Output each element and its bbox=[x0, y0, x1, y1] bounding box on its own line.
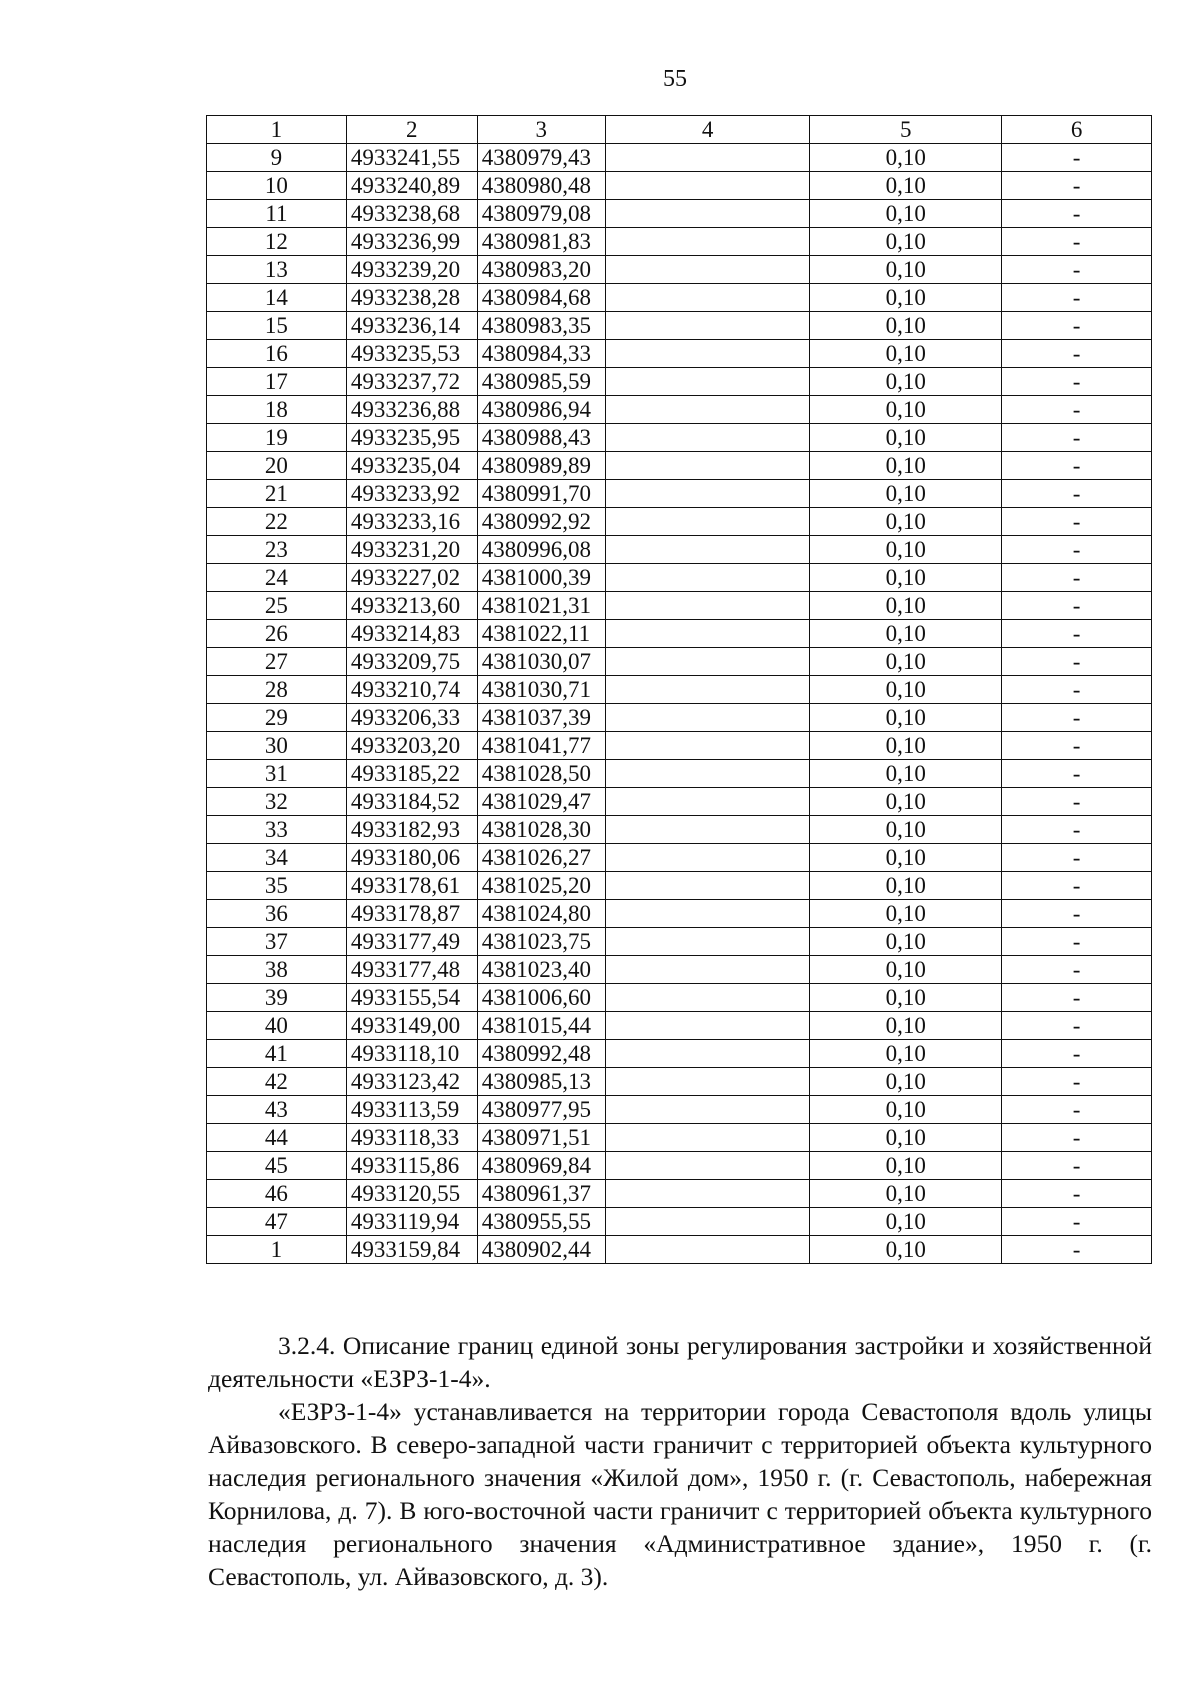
table-row bbox=[207, 928, 1152, 956]
table-row bbox=[207, 1236, 1152, 1264]
empty-cell bbox=[605, 480, 810, 508]
empty-cell bbox=[605, 956, 810, 984]
table-row bbox=[207, 648, 1152, 676]
table-row bbox=[207, 676, 1152, 704]
table-row bbox=[207, 1068, 1152, 1096]
point-number-cell: 21 bbox=[207, 480, 347, 508]
accuracy-cell: 0,10 bbox=[810, 1152, 1002, 1180]
table-row bbox=[207, 872, 1152, 900]
page-number: 55 bbox=[663, 66, 687, 92]
point-number-cell: 27 bbox=[207, 648, 347, 676]
accuracy-cell: 0,10 bbox=[810, 1068, 1002, 1096]
accuracy-cell: 0,10 bbox=[810, 844, 1002, 872]
y-coordinate-cell: 4381015,44 bbox=[477, 1012, 605, 1040]
y-coordinate-cell: 4381030,07 bbox=[477, 648, 605, 676]
point-number-cell: 10 bbox=[207, 172, 347, 200]
table-row bbox=[207, 1124, 1152, 1152]
note-cell: - bbox=[1002, 788, 1152, 816]
point-number-cell: 17 bbox=[207, 368, 347, 396]
empty-cell bbox=[605, 1152, 810, 1180]
x-coordinate-cell: 4933120,55 bbox=[346, 1180, 477, 1208]
note-cell: - bbox=[1002, 452, 1152, 480]
table-row bbox=[207, 956, 1152, 984]
empty-cell bbox=[605, 228, 810, 256]
note-cell: - bbox=[1002, 592, 1152, 620]
point-number-cell: 1 bbox=[207, 1236, 347, 1264]
body-text bbox=[208, 1329, 1152, 1593]
x-coordinate-cell: 4933180,06 bbox=[346, 844, 477, 872]
empty-cell bbox=[605, 256, 810, 284]
table-row bbox=[207, 312, 1152, 340]
accuracy-cell: 0,10 bbox=[810, 984, 1002, 1012]
note-cell: - bbox=[1002, 368, 1152, 396]
note-cell: - bbox=[1002, 900, 1152, 928]
y-coordinate-cell: 4381000,39 bbox=[477, 564, 605, 592]
empty-cell bbox=[605, 452, 810, 480]
point-number-cell: 45 bbox=[207, 1152, 347, 1180]
table-row bbox=[207, 592, 1152, 620]
note-cell: - bbox=[1002, 1040, 1152, 1068]
table-row bbox=[207, 256, 1152, 284]
point-number-cell: 43 bbox=[207, 1096, 347, 1124]
accuracy-cell: 0,10 bbox=[810, 928, 1002, 956]
accuracy-cell: 0,10 bbox=[810, 732, 1002, 760]
accuracy-cell: 0,10 bbox=[810, 816, 1002, 844]
empty-cell bbox=[605, 844, 810, 872]
empty-cell bbox=[605, 564, 810, 592]
table-row bbox=[207, 760, 1152, 788]
note-cell: - bbox=[1002, 284, 1152, 312]
y-coordinate-cell: 4381030,71 bbox=[477, 676, 605, 704]
point-number-cell: 30 bbox=[207, 732, 347, 760]
point-number-cell: 18 bbox=[207, 396, 347, 424]
note-cell: - bbox=[1002, 760, 1152, 788]
point-number-cell: 9 bbox=[207, 144, 347, 172]
note-cell: - bbox=[1002, 1124, 1152, 1152]
accuracy-cell: 0,10 bbox=[810, 1208, 1002, 1236]
table-row bbox=[207, 1180, 1152, 1208]
y-coordinate-cell: 4380991,70 bbox=[477, 480, 605, 508]
note-cell: - bbox=[1002, 1180, 1152, 1208]
y-coordinate-cell: 4380992,48 bbox=[477, 1040, 605, 1068]
note-cell: - bbox=[1002, 424, 1152, 452]
empty-cell bbox=[605, 340, 810, 368]
y-coordinate-cell: 4381028,50 bbox=[477, 760, 605, 788]
header-cell: 1 bbox=[207, 116, 347, 144]
accuracy-cell: 0,10 bbox=[810, 788, 1002, 816]
empty-cell bbox=[605, 1208, 810, 1236]
x-coordinate-cell: 4933213,60 bbox=[346, 592, 477, 620]
table-row bbox=[207, 620, 1152, 648]
y-coordinate-cell: 4380979,43 bbox=[477, 144, 605, 172]
point-number-cell: 25 bbox=[207, 592, 347, 620]
y-coordinate-cell: 4381025,20 bbox=[477, 872, 605, 900]
accuracy-cell: 0,10 bbox=[810, 704, 1002, 732]
accuracy-cell: 0,10 bbox=[810, 760, 1002, 788]
point-number-cell: 28 bbox=[207, 676, 347, 704]
note-cell: - bbox=[1002, 872, 1152, 900]
empty-cell bbox=[605, 704, 810, 732]
empty-cell bbox=[605, 536, 810, 564]
point-number-cell: 35 bbox=[207, 872, 347, 900]
x-coordinate-cell: 4933227,02 bbox=[346, 564, 477, 592]
note-cell: - bbox=[1002, 396, 1152, 424]
table-row bbox=[207, 284, 1152, 312]
x-coordinate-cell: 4933239,20 bbox=[346, 256, 477, 284]
point-number-cell: 14 bbox=[207, 284, 347, 312]
point-number-cell: 20 bbox=[207, 452, 347, 480]
empty-cell bbox=[605, 984, 810, 1012]
header-cell: 3 bbox=[477, 116, 605, 144]
accuracy-cell: 0,10 bbox=[810, 1040, 1002, 1068]
y-coordinate-cell: 4380902,44 bbox=[477, 1236, 605, 1264]
note-cell: - bbox=[1002, 928, 1152, 956]
accuracy-cell: 0,10 bbox=[810, 676, 1002, 704]
empty-cell bbox=[605, 760, 810, 788]
accuracy-cell: 0,10 bbox=[810, 480, 1002, 508]
point-number-cell: 32 bbox=[207, 788, 347, 816]
x-coordinate-cell: 4933123,42 bbox=[346, 1068, 477, 1096]
empty-cell bbox=[605, 1236, 810, 1264]
empty-cell bbox=[605, 1096, 810, 1124]
accuracy-cell: 0,10 bbox=[810, 172, 1002, 200]
accuracy-cell: 0,10 bbox=[810, 1236, 1002, 1264]
empty-cell bbox=[605, 1068, 810, 1096]
empty-cell bbox=[605, 172, 810, 200]
empty-cell bbox=[605, 1180, 810, 1208]
table-header-row bbox=[207, 116, 1152, 144]
table-row bbox=[207, 172, 1152, 200]
empty-cell bbox=[605, 144, 810, 172]
y-coordinate-cell: 4381021,31 bbox=[477, 592, 605, 620]
table-row bbox=[207, 732, 1152, 760]
table-row bbox=[207, 480, 1152, 508]
table-row bbox=[207, 1208, 1152, 1236]
empty-cell bbox=[605, 676, 810, 704]
accuracy-cell: 0,10 bbox=[810, 200, 1002, 228]
x-coordinate-cell: 4933214,83 bbox=[346, 620, 477, 648]
note-cell: - bbox=[1002, 676, 1152, 704]
accuracy-cell: 0,10 bbox=[810, 508, 1002, 536]
empty-cell bbox=[605, 424, 810, 452]
table-row bbox=[207, 200, 1152, 228]
y-coordinate-cell: 4380985,13 bbox=[477, 1068, 605, 1096]
table-row bbox=[207, 368, 1152, 396]
x-coordinate-cell: 4933118,10 bbox=[346, 1040, 477, 1068]
note-cell: - bbox=[1002, 508, 1152, 536]
accuracy-cell: 0,10 bbox=[810, 340, 1002, 368]
x-coordinate-cell: 4933149,00 bbox=[346, 1012, 477, 1040]
point-number-cell: 12 bbox=[207, 228, 347, 256]
point-number-cell: 22 bbox=[207, 508, 347, 536]
empty-cell bbox=[605, 312, 810, 340]
y-coordinate-cell: 4380989,89 bbox=[477, 452, 605, 480]
note-cell: - bbox=[1002, 172, 1152, 200]
x-coordinate-cell: 4933178,87 bbox=[346, 900, 477, 928]
y-coordinate-cell: 4380984,68 bbox=[477, 284, 605, 312]
x-coordinate-cell: 4933236,99 bbox=[346, 228, 477, 256]
section-heading-paragraph: 3.2.4. Описание границ единой зоны регулирования застройки и хозяйственной деятельности «ЕЗРЗ-1-4». bbox=[208, 1331, 1152, 1393]
x-coordinate-cell: 4933238,28 bbox=[346, 284, 477, 312]
x-coordinate-cell: 4933177,48 bbox=[346, 956, 477, 984]
y-coordinate-cell: 4380988,43 bbox=[477, 424, 605, 452]
empty-cell bbox=[605, 368, 810, 396]
x-coordinate-cell: 4933182,93 bbox=[346, 816, 477, 844]
table-row bbox=[207, 228, 1152, 256]
note-cell: - bbox=[1002, 1068, 1152, 1096]
point-number-cell: 34 bbox=[207, 844, 347, 872]
y-coordinate-cell: 4380955,55 bbox=[477, 1208, 605, 1236]
point-number-cell: 44 bbox=[207, 1124, 347, 1152]
accuracy-cell: 0,10 bbox=[810, 424, 1002, 452]
accuracy-cell: 0,10 bbox=[810, 564, 1002, 592]
y-coordinate-cell: 4380981,83 bbox=[477, 228, 605, 256]
y-coordinate-cell: 4381022,11 bbox=[477, 620, 605, 648]
x-coordinate-cell: 4933113,59 bbox=[346, 1096, 477, 1124]
accuracy-cell: 0,10 bbox=[810, 648, 1002, 676]
note-cell: - bbox=[1002, 536, 1152, 564]
accuracy-cell: 0,10 bbox=[810, 312, 1002, 340]
x-coordinate-cell: 4933210,74 bbox=[346, 676, 477, 704]
point-number-cell: 37 bbox=[207, 928, 347, 956]
point-number-cell: 41 bbox=[207, 1040, 347, 1068]
table-row bbox=[207, 144, 1152, 172]
header-cell: 4 bbox=[605, 116, 810, 144]
x-coordinate-cell: 4933238,68 bbox=[346, 200, 477, 228]
x-coordinate-cell: 4933235,95 bbox=[346, 424, 477, 452]
point-number-cell: 40 bbox=[207, 1012, 347, 1040]
x-coordinate-cell: 4933241,55 bbox=[346, 144, 477, 172]
note-cell: - bbox=[1002, 228, 1152, 256]
accuracy-cell: 0,10 bbox=[810, 1180, 1002, 1208]
note-cell: - bbox=[1002, 200, 1152, 228]
header-cell: 5 bbox=[810, 116, 1002, 144]
table-row bbox=[207, 984, 1152, 1012]
note-cell: - bbox=[1002, 564, 1152, 592]
empty-cell bbox=[605, 872, 810, 900]
y-coordinate-cell: 4380985,59 bbox=[477, 368, 605, 396]
point-number-cell: 31 bbox=[207, 760, 347, 788]
accuracy-cell: 0,10 bbox=[810, 144, 1002, 172]
table-row bbox=[207, 424, 1152, 452]
y-coordinate-cell: 4381023,75 bbox=[477, 928, 605, 956]
empty-cell bbox=[605, 1012, 810, 1040]
note-cell: - bbox=[1002, 956, 1152, 984]
table-row bbox=[207, 1040, 1152, 1068]
x-coordinate-cell: 4933240,89 bbox=[346, 172, 477, 200]
x-coordinate-cell: 4933235,04 bbox=[346, 452, 477, 480]
accuracy-cell: 0,10 bbox=[810, 956, 1002, 984]
x-coordinate-cell: 4933115,86 bbox=[346, 1152, 477, 1180]
note-cell: - bbox=[1002, 1208, 1152, 1236]
empty-cell bbox=[605, 928, 810, 956]
point-number-cell: 16 bbox=[207, 340, 347, 368]
note-cell: - bbox=[1002, 816, 1152, 844]
x-coordinate-cell: 4933159,84 bbox=[346, 1236, 477, 1264]
point-number-cell: 23 bbox=[207, 536, 347, 564]
y-coordinate-cell: 4380983,20 bbox=[477, 256, 605, 284]
table-row bbox=[207, 1012, 1152, 1040]
accuracy-cell: 0,10 bbox=[810, 536, 1002, 564]
accuracy-cell: 0,10 bbox=[810, 620, 1002, 648]
empty-cell bbox=[605, 620, 810, 648]
point-number-cell: 11 bbox=[207, 200, 347, 228]
point-number-cell: 26 bbox=[207, 620, 347, 648]
table-row bbox=[207, 816, 1152, 844]
y-coordinate-cell: 4381024,80 bbox=[477, 900, 605, 928]
y-coordinate-cell: 4381029,47 bbox=[477, 788, 605, 816]
point-number-cell: 33 bbox=[207, 816, 347, 844]
empty-cell bbox=[605, 732, 810, 760]
note-cell: - bbox=[1002, 312, 1152, 340]
note-cell: - bbox=[1002, 704, 1152, 732]
point-number-cell: 47 bbox=[207, 1208, 347, 1236]
coordinates-table bbox=[206, 115, 1152, 1264]
empty-cell bbox=[605, 648, 810, 676]
header-cell: 6 bbox=[1002, 116, 1152, 144]
note-cell: - bbox=[1002, 340, 1152, 368]
point-number-cell: 39 bbox=[207, 984, 347, 1012]
accuracy-cell: 0,10 bbox=[810, 452, 1002, 480]
x-coordinate-cell: 4933231,20 bbox=[346, 536, 477, 564]
x-coordinate-cell: 4933185,22 bbox=[346, 760, 477, 788]
empty-cell bbox=[605, 592, 810, 620]
note-cell: - bbox=[1002, 620, 1152, 648]
empty-cell bbox=[605, 200, 810, 228]
y-coordinate-cell: 4380986,94 bbox=[477, 396, 605, 424]
table-row bbox=[207, 844, 1152, 872]
note-cell: - bbox=[1002, 732, 1152, 760]
accuracy-cell: 0,10 bbox=[810, 396, 1002, 424]
table-row bbox=[207, 452, 1152, 480]
description-paragraph: «ЕЗРЗ-1-4» устанавливается на территории города Севастополя вдоль улицы Айвазовского. В северо-западной части граничит с территорией объекта культурного наследия регионального значения «Жилой дом», 1950 г. (г. Севастополь, набережная Корнилова, д. 7). В юго-восточной части граничит с территорией объекта культурного наследия регионального значения «Административное здание», 1950 г. (г. Севастополь, ул. Айвазовского, д. 3). bbox=[208, 1397, 1152, 1591]
y-coordinate-cell: 4381026,27 bbox=[477, 844, 605, 872]
empty-cell bbox=[605, 284, 810, 312]
y-coordinate-cell: 4380961,37 bbox=[477, 1180, 605, 1208]
y-coordinate-cell: 4380980,48 bbox=[477, 172, 605, 200]
empty-cell bbox=[605, 900, 810, 928]
note-cell: - bbox=[1002, 144, 1152, 172]
accuracy-cell: 0,10 bbox=[810, 872, 1002, 900]
table-row bbox=[207, 340, 1152, 368]
y-coordinate-cell: 4380977,95 bbox=[477, 1096, 605, 1124]
x-coordinate-cell: 4933236,14 bbox=[346, 312, 477, 340]
note-cell: - bbox=[1002, 1152, 1152, 1180]
x-coordinate-cell: 4933237,72 bbox=[346, 368, 477, 396]
x-coordinate-cell: 4933118,33 bbox=[346, 1124, 477, 1152]
note-cell: - bbox=[1002, 984, 1152, 1012]
x-coordinate-cell: 4933178,61 bbox=[346, 872, 477, 900]
point-number-cell: 46 bbox=[207, 1180, 347, 1208]
y-coordinate-cell: 4380996,08 bbox=[477, 536, 605, 564]
y-coordinate-cell: 4381028,30 bbox=[477, 816, 605, 844]
accuracy-cell: 0,10 bbox=[810, 592, 1002, 620]
point-number-cell: 38 bbox=[207, 956, 347, 984]
x-coordinate-cell: 4933235,53 bbox=[346, 340, 477, 368]
x-coordinate-cell: 4933233,92 bbox=[346, 480, 477, 508]
accuracy-cell: 0,10 bbox=[810, 1096, 1002, 1124]
table-row bbox=[207, 788, 1152, 816]
x-coordinate-cell: 4933233,16 bbox=[346, 508, 477, 536]
x-coordinate-cell: 4933119,94 bbox=[346, 1208, 477, 1236]
accuracy-cell: 0,10 bbox=[810, 284, 1002, 312]
y-coordinate-cell: 4381006,60 bbox=[477, 984, 605, 1012]
x-coordinate-cell: 4933184,52 bbox=[346, 788, 477, 816]
y-coordinate-cell: 4380983,35 bbox=[477, 312, 605, 340]
x-coordinate-cell: 4933209,75 bbox=[346, 648, 477, 676]
x-coordinate-cell: 4933155,54 bbox=[346, 984, 477, 1012]
point-number-cell: 19 bbox=[207, 424, 347, 452]
note-cell: - bbox=[1002, 1096, 1152, 1124]
table-row bbox=[207, 1152, 1152, 1180]
table-row bbox=[207, 508, 1152, 536]
empty-cell bbox=[605, 816, 810, 844]
y-coordinate-cell: 4381037,39 bbox=[477, 704, 605, 732]
table-row bbox=[207, 564, 1152, 592]
note-cell: - bbox=[1002, 1236, 1152, 1264]
point-number-cell: 24 bbox=[207, 564, 347, 592]
x-coordinate-cell: 4933236,88 bbox=[346, 396, 477, 424]
point-number-cell: 15 bbox=[207, 312, 347, 340]
x-coordinate-cell: 4933177,49 bbox=[346, 928, 477, 956]
table-body bbox=[207, 144, 1152, 1264]
point-number-cell: 29 bbox=[207, 704, 347, 732]
table-row bbox=[207, 704, 1152, 732]
note-cell: - bbox=[1002, 648, 1152, 676]
empty-cell bbox=[605, 788, 810, 816]
point-number-cell: 42 bbox=[207, 1068, 347, 1096]
table-row bbox=[207, 396, 1152, 424]
y-coordinate-cell: 4381041,77 bbox=[477, 732, 605, 760]
point-number-cell: 13 bbox=[207, 256, 347, 284]
table-row bbox=[207, 1096, 1152, 1124]
accuracy-cell: 0,10 bbox=[810, 1012, 1002, 1040]
x-coordinate-cell: 4933206,33 bbox=[346, 704, 477, 732]
accuracy-cell: 0,10 bbox=[810, 900, 1002, 928]
empty-cell bbox=[605, 1124, 810, 1152]
y-coordinate-cell: 4381023,40 bbox=[477, 956, 605, 984]
header-cell: 2 bbox=[346, 116, 477, 144]
accuracy-cell: 0,10 bbox=[810, 368, 1002, 396]
table-row bbox=[207, 900, 1152, 928]
y-coordinate-cell: 4380984,33 bbox=[477, 340, 605, 368]
x-coordinate-cell: 4933203,20 bbox=[346, 732, 477, 760]
empty-cell bbox=[605, 508, 810, 536]
y-coordinate-cell: 4380979,08 bbox=[477, 200, 605, 228]
accuracy-cell: 0,10 bbox=[810, 228, 1002, 256]
point-number-cell: 36 bbox=[207, 900, 347, 928]
note-cell: - bbox=[1002, 1012, 1152, 1040]
y-coordinate-cell: 4380969,84 bbox=[477, 1152, 605, 1180]
note-cell: - bbox=[1002, 844, 1152, 872]
accuracy-cell: 0,10 bbox=[810, 1124, 1002, 1152]
table-row bbox=[207, 536, 1152, 564]
note-cell: - bbox=[1002, 256, 1152, 284]
note-cell: - bbox=[1002, 480, 1152, 508]
empty-cell bbox=[605, 396, 810, 424]
y-coordinate-cell: 4380992,92 bbox=[477, 508, 605, 536]
accuracy-cell: 0,10 bbox=[810, 256, 1002, 284]
y-coordinate-cell: 4380971,51 bbox=[477, 1124, 605, 1152]
empty-cell bbox=[605, 1040, 810, 1068]
